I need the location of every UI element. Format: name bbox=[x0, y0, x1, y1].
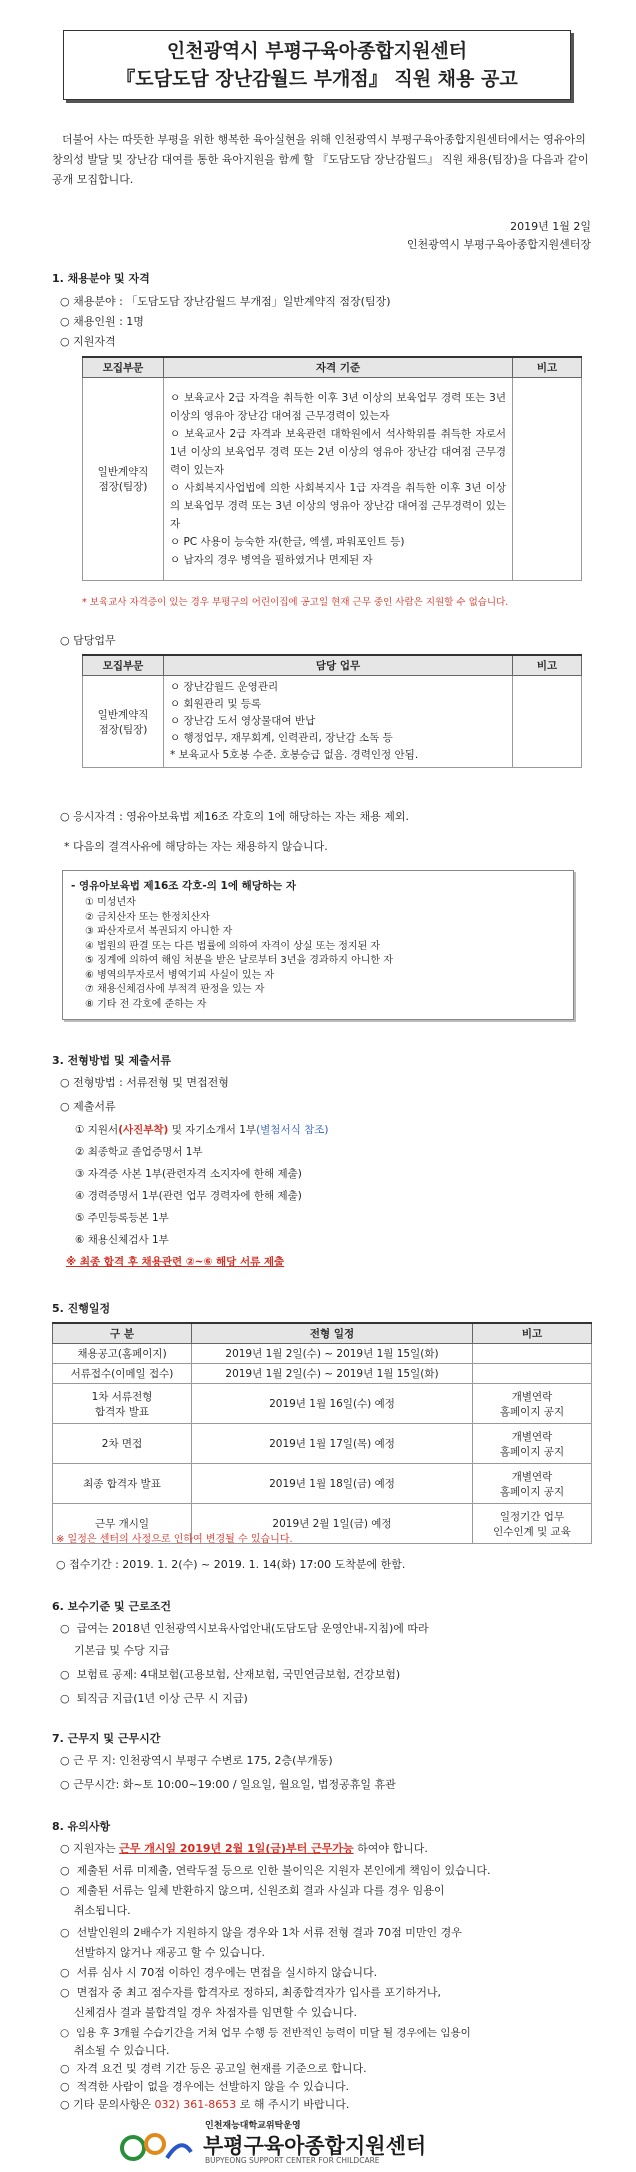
qual-item: ㅇ PC 사용이 능숙한 자(한글, 엑셀, 파워포인트 등) bbox=[170, 536, 405, 548]
section7-heading: 7. 근무지 및 근무시간 bbox=[52, 1732, 161, 1745]
duty-items-cell bbox=[164, 676, 513, 768]
duty-item: ㅇ 장난감 도서 영상물대여 반납 bbox=[170, 715, 316, 727]
section5-heading: 5. 진행일정 bbox=[52, 1302, 111, 1315]
doc-item: ② 최종학교 졸업증명서 1부 bbox=[75, 1146, 203, 1158]
footer-logo bbox=[115, 2118, 555, 2168]
notice-date: 2019년 1월 2일 bbox=[510, 220, 591, 233]
workhours-line: ○ 근무시간: 화~토 10:00~19:00 / 일요일, 월요일, 법정공휴일 휴관 bbox=[60, 1778, 396, 1791]
notice-title-box bbox=[63, 30, 571, 100]
schedule-type: 근무 개시일 bbox=[53, 1504, 192, 1544]
contact-prefix: ○ 기타 문의사항은 bbox=[60, 2098, 155, 2111]
receipt-period: ○ 접수기간 : 2019. 1. 2(수) ~ 2019. 1. 14(화) 17:00 도착분에 한함. bbox=[56, 1558, 406, 1571]
notice-line: ○ 면접자 중 최고 점수자를 합격자로 정하되, 최종합격자가 입사를 포기하거나, bbox=[60, 1986, 441, 1999]
qual-header-category: 모집부문 bbox=[83, 357, 164, 378]
schedule-header-date: 전형 일정 bbox=[192, 1323, 473, 1344]
doc1-attachment-link[interactable]: (별첨서식 참조) bbox=[256, 1124, 329, 1136]
field-line: ○ 채용분야 : 「도담도담 장난감월드 부개점」일반계약직 점장(팀장) bbox=[60, 295, 391, 308]
center-logo-icon bbox=[115, 2126, 195, 2166]
title-line-1: 인천광역시 부평구육아종합지원센터 bbox=[166, 40, 468, 62]
notice-date-block bbox=[407, 218, 591, 254]
qual-note: * 보육교사 자격증이 있는 경우 부평구의 어린이집에 공고일 현재 근무 중인 사람은 지원할 수 없습니다. bbox=[82, 597, 509, 608]
schedule-note: 일정기간 업무 인수인계 및 교육 bbox=[473, 1504, 592, 1544]
schedule-type: 1차 서류전형 합격자 발표 bbox=[53, 1384, 192, 1424]
disqualification-item: ⑥ 병역의무자로서 병역기피 사실이 있는 자 bbox=[85, 969, 275, 981]
final-docs-note: ※ 최종 합격 후 채용관련 ②~⑥ 해당 서류 제출 bbox=[66, 1256, 285, 1268]
disqualification-box bbox=[62, 870, 574, 1020]
notice-line: ○ 자격 요건 및 경력 기간 등은 공고일 현재를 기준으로 합니다. bbox=[60, 2062, 367, 2075]
schedule-type: 최종 합격자 발표 bbox=[53, 1464, 192, 1504]
disqualification-item: ① 미성년자 bbox=[85, 897, 136, 908]
qual-label: ○ 지원자격 bbox=[60, 335, 116, 348]
schedule-row bbox=[53, 1384, 592, 1424]
doc1-photo-note: (사진부착) bbox=[118, 1124, 169, 1136]
schedule-date: 2019년 1월 17일(목) 예정 bbox=[192, 1424, 473, 1464]
notice-line: ○ 제출된 서류는 일체 반환하지 않으며, 신원조회 결과 사실과 다를 경우 임용이 bbox=[60, 1884, 445, 1897]
schedule-header-note: 비고 bbox=[473, 1323, 592, 1344]
qual-header-criteria: 자격 기준 bbox=[164, 357, 513, 378]
disqualification-item: ⑧ 기타 전 각호에 준하는 자 bbox=[85, 998, 207, 1010]
duty-table bbox=[82, 654, 582, 768]
schedule-row bbox=[53, 1464, 592, 1504]
disqualification-box-title: - 영유아보육법 제16조 각호-의 1에 해당하는 자 bbox=[71, 880, 296, 892]
title-line-2: 『도담도담 장난감월드 부개점』 직원 채용 공고 bbox=[116, 68, 518, 90]
start-date-highlight: 근무 개시일 2019년 2월 1일(금)부터 근무가능 bbox=[119, 1842, 354, 1855]
schedule-date: 2019년 1월 2일(수) ~ 2019년 1월 15일(화) bbox=[192, 1344, 473, 1364]
disqualification-line: * 다음의 결격사유에 해당하는 자는 채용하지 않습니다. bbox=[64, 840, 328, 853]
schedule-table bbox=[52, 1322, 592, 1544]
intro-paragraph: 더불어 사는 따뜻한 부평을 위한 행복한 육아실현을 위해 인천광역시 부평구육아종합지원센터에서는 영유아의 창의성 발달 및 장난감 대여를 통한 육아지원을 함께 할 『도담도담 장난감월드』 직원 채용(팀장)을 다음과 같이 공개 모집합니다. bbox=[52, 133, 589, 186]
notice-issuer: 인천광역시 부평구육아종합지원센터장 bbox=[406, 238, 591, 251]
schedule-note bbox=[473, 1364, 592, 1384]
section8-heading: 8. 유의사항 bbox=[52, 1820, 111, 1833]
workplace-line: ○ 근 무 지: 인천광역시 부평구 수변로 175, 2층(부개동) bbox=[60, 1754, 333, 1767]
eligibility-line: ○ 응시자격 : 영유아보육법 제16조 각호의 1에 해당하는 자는 채용 제외. bbox=[60, 810, 410, 823]
notice-line: ○ 적격한 사람이 없을 경우에는 선발하지 않을 수 있습니다. bbox=[60, 2080, 349, 2093]
notice-line: ○ 임용 후 3개월 수습기간을 거쳐 업무 수행 등 전반적인 능력이 미달 될 경우에는 임용이 bbox=[60, 2027, 471, 2039]
notice-first-line bbox=[60, 1840, 428, 1858]
pay-line: ○ 급여는 2018년 인천광역시보육사업안내(도담도담 운영안내-지침)에 따라 bbox=[60, 1622, 429, 1635]
disqualification-item: ④ 법원의 판결 또는 다른 법률에 의하여 자격이 상실 또는 정지된 자 bbox=[85, 940, 381, 952]
schedule-note: 개별연락 홈페이지 공지 bbox=[473, 1424, 592, 1464]
section3-heading: 3. 전형방법 및 제출서류 bbox=[52, 1054, 171, 1067]
doc-item: ④ 경력증명서 1부(관련 업무 경력자에 한해 제출) bbox=[75, 1190, 302, 1202]
schedule-row bbox=[53, 1344, 592, 1364]
schedule-note bbox=[473, 1344, 592, 1364]
duty-header-duty: 담당 업무 bbox=[164, 655, 513, 676]
duty-item: ㅇ 회원관리 및 등록 bbox=[170, 698, 262, 710]
center-english-name: BUPYEONG SUPPORT CENTER FOR CHILDCARE bbox=[205, 2156, 380, 2165]
schedule-type: 서류접수(이메일 접수) bbox=[53, 1364, 192, 1384]
qual-category-cell: 일반계약직 점장(팀장) bbox=[83, 378, 164, 581]
disqualification-item: ② 금치산자 또는 한정치산자 bbox=[85, 911, 210, 923]
qual-item: ㅇ 사회복지사업법에 의한 사회복지사 1급 자격을 취득한 이후 3년 이상의 보육업무 경력 또는 3년 이상의 영유아 장난감 대여점 근무경력이 있는자 bbox=[170, 482, 506, 530]
schedule-date: 2019년 2월 1일(금) 예정 bbox=[192, 1504, 473, 1544]
disqualification-item: ⑦ 채용신체검사에 부적격 판정을 있는 자 bbox=[85, 984, 265, 995]
notice-first-suffix: 하여야 합니다. bbox=[353, 1842, 428, 1855]
schedule-date: 2019년 1월 2일(수) ~ 2019년 1월 15일(화) bbox=[192, 1364, 473, 1384]
schedule-note-line: ※ 일정은 센터의 사정으로 인하여 변경될 수 있습니다. bbox=[56, 1534, 293, 1545]
notice-line: 선발하지 않거나 재공고 할 수 있습니다. bbox=[60, 1946, 265, 1959]
duty-item: ㅇ 장난감월드 운영관리 bbox=[170, 681, 279, 693]
docs-label: ○ 제출서류 bbox=[60, 1100, 116, 1113]
duty-item: ㅇ 행정업무, 재무회계, 인력관리, 장난감 소독 등 bbox=[170, 732, 393, 744]
section6-heading: 6. 보수기준 및 근로조건 bbox=[52, 1600, 171, 1613]
method-line: ○ 전형방법 : 서류전형 및 면접전형 bbox=[60, 1076, 229, 1089]
pay-line: ○ 퇴직금 지급(1년 이상 근무 시 지급) bbox=[60, 1692, 248, 1705]
schedule-date: 2019년 1월 18일(금) 예정 bbox=[192, 1464, 473, 1504]
notice-line: ○ 서류 심사 시 70점 이하인 경우에는 면접을 실시하지 않습니다. bbox=[60, 1966, 378, 1979]
contact-phone[interactable]: 032) 361-8653 bbox=[154, 2098, 237, 2111]
doc1-mid: 및 자기소개서 1부 bbox=[168, 1124, 257, 1136]
disqualification-item: ⑤ 징계에 의하여 해임 처분을 받은 날로부터 3년을 경과하지 아니한 자 bbox=[85, 955, 393, 966]
count-line: ○ 채용인원 : 1명 bbox=[60, 315, 144, 328]
schedule-type: 2차 면접 bbox=[53, 1424, 192, 1464]
schedule-note: 개별연락 홈페이지 공지 bbox=[473, 1384, 592, 1424]
notice-line: 취소됩니다. bbox=[60, 1904, 131, 1917]
schedule-note: 개별연락 홈페이지 공지 bbox=[473, 1464, 592, 1504]
qual-item: ㅇ 남자의 경우 병역을 필하였거나 면제된 자 bbox=[170, 554, 373, 566]
notice-line: 신체검사 결과 불합격일 경우 차점자를 임면할 수 있습니다. bbox=[60, 2006, 357, 2019]
section1-heading: 1. 채용분야 및 자격 bbox=[52, 272, 150, 285]
contact-line bbox=[60, 2096, 349, 2114]
qual-note-cell bbox=[513, 378, 582, 581]
schedule-row bbox=[53, 1424, 592, 1464]
duty-header-category: 모집부문 bbox=[83, 655, 164, 676]
duty-note-cell bbox=[513, 676, 582, 768]
doc-item-1 bbox=[75, 1122, 328, 1139]
qual-item: ㅇ 보육교사 2급 자격과 보육관련 대학원에서 석사학위를 취득한 자로서 1년 이상의 보육업무 경력 또는 2년 이상의 영유아 장난감 대여점 근무경력이 있는자 bbox=[170, 428, 506, 476]
schedule-type: 채용공고(홈페이지) bbox=[53, 1344, 192, 1364]
pay-line: ○ 보험료 공제: 4대보험(고용보험, 산재보험, 국민연금보험, 건강보험) bbox=[60, 1668, 401, 1681]
duty-label: ○ 담당업무 bbox=[60, 634, 116, 647]
notice-line: ○ 선발인원의 2배수가 지원하지 않을 경우와 1차 서류 전형 결과 70점 미만인 경우 bbox=[60, 1926, 462, 1939]
qual-item: ㅇ 보육교사 2급 자격을 취득한 이후 3년 이상의 보육업무 경력 또는 3년 이상의 영유아 장난감 대여점 근무경력이 있는자 bbox=[170, 392, 506, 422]
notice-first-prefix: ○ 지원자는 bbox=[60, 1842, 120, 1855]
schedule-date: 2019년 1월 16일(수) 예정 bbox=[192, 1384, 473, 1424]
qual-header-note: 비고 bbox=[513, 357, 582, 378]
operator-text: 인천재능대학교위탁운영 bbox=[205, 2121, 301, 2131]
pay-line: 기본급 및 수당 지급 bbox=[60, 1644, 170, 1657]
doc-item: ③ 자격증 사본 1부(관련자격 소지자에 한해 제출) bbox=[75, 1168, 302, 1180]
duty-category-cell: 일반계약직 점장(팀장) bbox=[83, 676, 164, 768]
notice-line: 취소될 수 있습니다. bbox=[60, 2044, 170, 2057]
doc-item: ⑥ 채용신체검사 1부 bbox=[75, 1234, 169, 1246]
center-name: 부평구육아종합지원센터 bbox=[203, 2134, 427, 2158]
schedule-row bbox=[53, 1364, 592, 1384]
contact-suffix: 로 해 주시기 바랍니다. bbox=[236, 2098, 350, 2111]
doc-item: ⑤ 주민등록등본 1부 bbox=[75, 1212, 169, 1224]
qual-criteria-cell bbox=[164, 378, 513, 581]
notice-line: ○ 제출된 서류 미제출, 연락두절 등으로 인한 불이익은 지원자 본인에게 책임이 있습니다. bbox=[60, 1864, 491, 1877]
schedule-header-type: 구 분 bbox=[53, 1323, 192, 1344]
doc1-prefix: ① 지원서 bbox=[75, 1124, 119, 1136]
qualification-table bbox=[82, 356, 582, 581]
duty-item: * 보육교사 5호봉 수준. 호봉승급 없음. 경력인정 안됨. bbox=[170, 749, 419, 761]
duty-header-note: 비고 bbox=[513, 655, 582, 676]
disqualification-item: ③ 파산자로서 복권되지 아니한 자 bbox=[85, 926, 233, 937]
